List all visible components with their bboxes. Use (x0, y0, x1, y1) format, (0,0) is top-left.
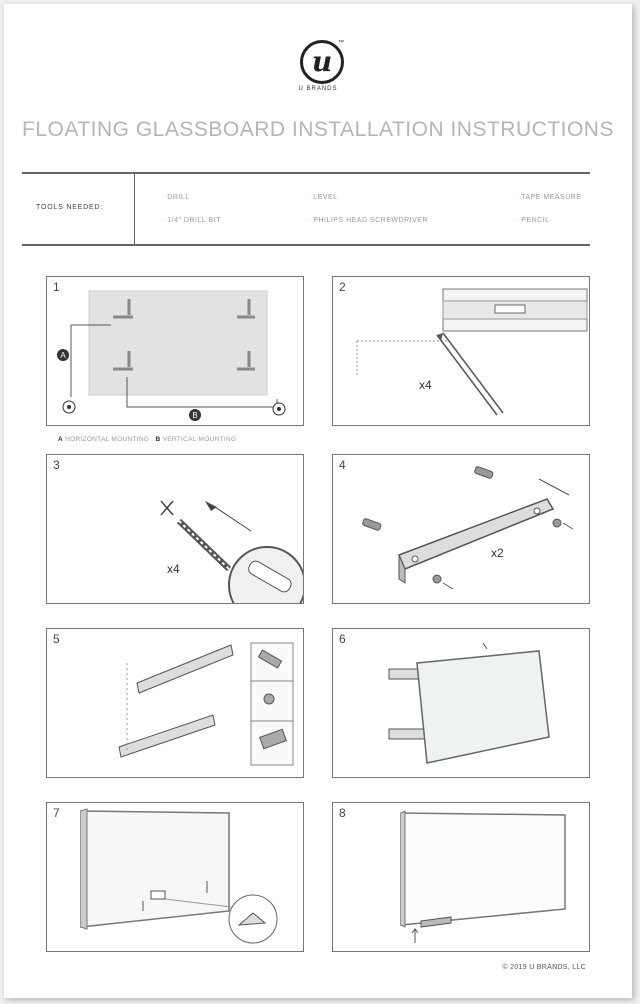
step-number: 3 (53, 458, 60, 472)
direction-arrow (483, 643, 487, 649)
legend-a-text: HORIZONTAL MOUNTING (65, 436, 150, 443)
step-2-panel (332, 276, 590, 426)
step-4-multiplier: x2 (491, 546, 504, 560)
tool-item: · TAPE MEASURE (516, 194, 582, 201)
marker-a-label: A (60, 351, 66, 360)
tool-item: · PENCIL (516, 217, 550, 224)
glassboard-icon (417, 651, 549, 763)
pencil-icon (437, 333, 503, 415)
step-number: 1 (53, 280, 60, 294)
page-title: FLOATING GLASSBOARD INSTALLATION INSTRUCTIONS (22, 118, 614, 141)
step-4-panel (332, 454, 590, 604)
marker-c-dot (277, 407, 281, 411)
mounting-legend (58, 436, 236, 443)
tools-label: TOOLS NEEDED: (36, 204, 104, 211)
copyright-notice: © 2019 U BRANDS, LLC (502, 964, 586, 971)
rail-hole (534, 508, 540, 514)
wall-anchor-icon (362, 518, 381, 531)
tool-item: · DRILL (162, 194, 190, 201)
board-outline (89, 291, 267, 395)
step-6-illustration (333, 629, 589, 777)
arrow-head (205, 501, 217, 511)
step-7-illustration (47, 803, 303, 951)
pencil-line (357, 341, 449, 377)
step-4-illustration (333, 455, 589, 603)
lower-rail-icon (119, 715, 215, 757)
step-3-illustration (47, 455, 303, 603)
board-edge (401, 811, 405, 927)
mounting-rail-icon (399, 499, 553, 569)
step-6-panel (332, 628, 590, 778)
step-number: 2 (339, 280, 346, 294)
drill-bit-icon (179, 521, 229, 569)
illustration-shape (362, 466, 561, 583)
direction-arrow (215, 507, 251, 531)
screw-detail-icon (264, 694, 274, 704)
step-5-illustration (47, 629, 303, 777)
step-1-illustration (47, 277, 303, 425)
step-7-panel (46, 802, 304, 952)
upper-rail-icon (137, 645, 233, 693)
rail-hole (412, 556, 418, 562)
screw-icon (433, 575, 441, 583)
wall-anchor-icon (474, 466, 493, 479)
marker-b-label: B (192, 411, 198, 420)
legend-b-text: VERTICAL MOUNTING (162, 436, 237, 443)
step-number: 4 (339, 458, 346, 472)
tools-needed-bar (22, 172, 590, 246)
instruction-sheet (4, 4, 632, 998)
step-number: 6 (339, 632, 346, 646)
step-number: 8 (339, 806, 346, 820)
trademark-symbol: ™ (338, 40, 344, 46)
brand-name: U BRANDS (298, 86, 338, 92)
screw-icon (553, 519, 561, 527)
step-3-multiplier: x4 (167, 562, 180, 576)
step-3-panel (46, 454, 304, 604)
step-number: 7 (53, 806, 60, 820)
tools-divider (134, 174, 135, 244)
glassboard-icon (401, 813, 565, 925)
board-edge (81, 809, 87, 929)
step-8-panel (332, 802, 590, 952)
drill-target-x-icon (161, 501, 173, 515)
tool-item: · 1/4" DRILL BIT (162, 217, 221, 224)
step-2-illustration (333, 277, 589, 425)
clip-icon (151, 891, 165, 899)
step-5-panel (46, 628, 304, 778)
tool-item: · LEVEL (308, 194, 338, 201)
glassboard-icon (81, 811, 229, 927)
step-1-panel (46, 276, 304, 426)
legend-a-letter: A (58, 436, 63, 443)
tool-item: · PHILIPS HEAD SCREWDRIVER (308, 217, 428, 224)
level-vial (495, 305, 525, 313)
step-number: 5 (53, 632, 60, 646)
legend-b-letter: B (155, 436, 161, 443)
step-2-multiplier: x4 (419, 378, 432, 392)
marker-c-dot (67, 405, 71, 409)
step-8-illustration (333, 803, 589, 951)
u-brands-logo: u (300, 40, 344, 84)
